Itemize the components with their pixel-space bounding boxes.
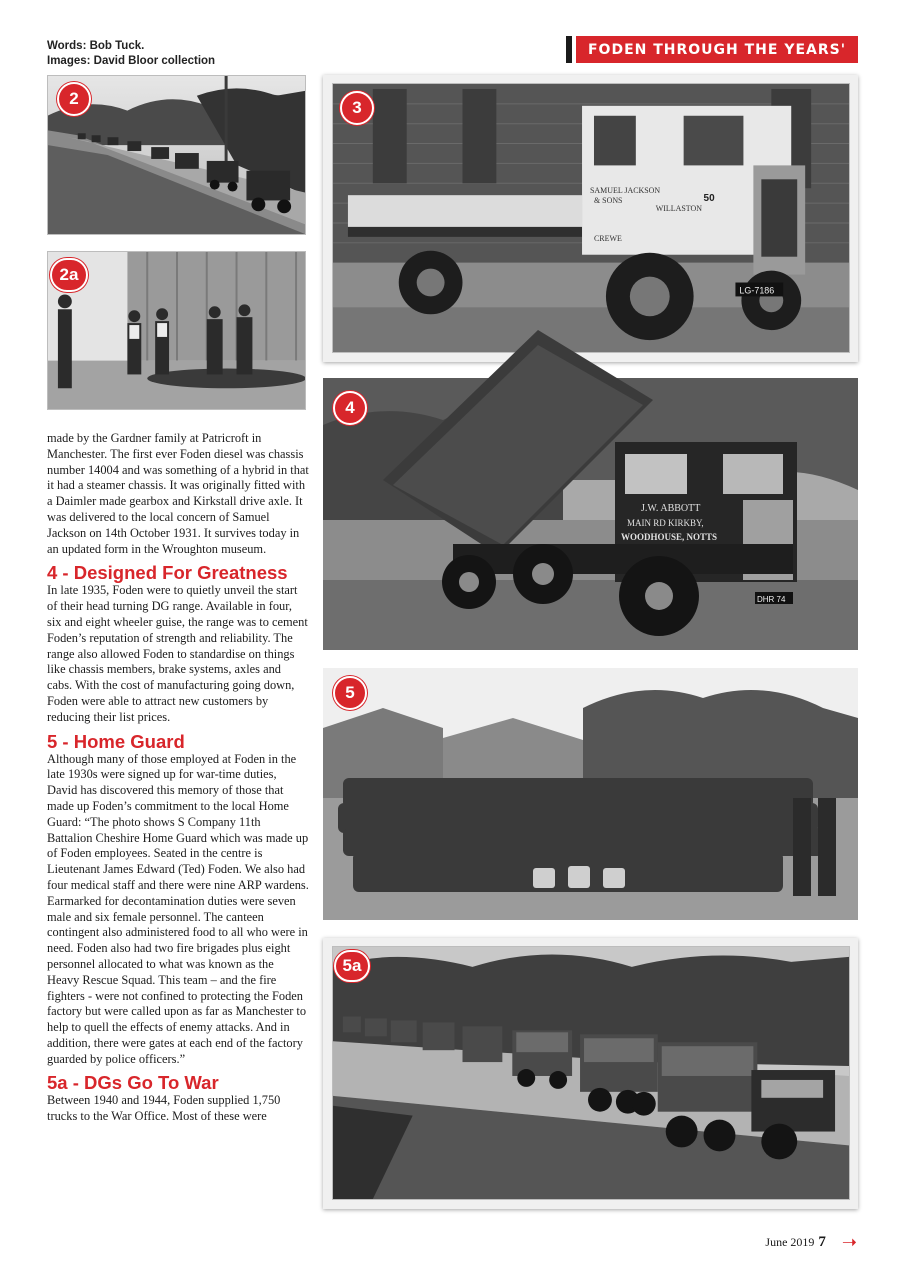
cab-lettering-2: & SONS	[593, 196, 623, 206]
number-plate-4: DHR 74	[757, 595, 786, 604]
photo-badge-2a: 2a	[50, 258, 88, 292]
paragraph-designed-for-greatness: In late 1935, Foden were to quietly unveil the start of their head turning DG range. Available in four, six and eight wheeler guise, the range was to cement Foden’s reputation of strength and reliability. The range also allowed Foden to standardise on things like chassis members, brake systems, axles and cabs. With the cost of manufacturing going down, Foden were able to attract new customers by reducing their list prices.	[47, 583, 308, 724]
credit-images: Images: David Bloor collection	[47, 55, 216, 67]
article-intro: made by the Gardner family at Patricroft in Manchester. The first ever Foden diesel was chassis number 14004 and was something of a hybrid in that it had a steamer chassis. It was originally fitted with a Daimler made gearbox and Kirkstall drive axle. It was delivered to the local concern of Samuel Jackson on 14th October 1931. It survives today in an updated form in the Wroughton museum.	[47, 431, 309, 556]
cab-lettering-4: CREWE	[593, 233, 622, 243]
issue-date: June 2019	[765, 1235, 815, 1249]
heading-dgs-go-to-war: 5a - DGs Go To War	[47, 1072, 219, 1094]
photo-4-image	[323, 330, 858, 650]
fleet-number: 50	[703, 193, 715, 205]
article-column	[47, 431, 309, 1130]
photo-5-image	[323, 668, 858, 920]
cab-lettering-3: WILLASTON	[655, 204, 702, 214]
photo-badge-5a: 5a	[334, 950, 370, 982]
credit-words: Words: Bob Tuck.	[47, 40, 145, 52]
photo-badge-3: 3	[340, 91, 374, 125]
door-lettering-1: J.W. ABBOTT	[641, 503, 701, 514]
door-lettering-2: MAIN RD KIRKBY,	[627, 518, 704, 528]
heading-designed-for-greatness: 4 - Designed For Greatness	[47, 562, 288, 584]
continue-arrow-icon: ➝	[841, 1232, 857, 1253]
cab-lettering-1: SAMUEL JACKSON	[590, 186, 661, 196]
photo-3-image	[333, 84, 849, 352]
page-number: 7	[818, 1234, 826, 1250]
photo-5-home-guard-group	[323, 668, 858, 920]
photo-badge-5: 5	[333, 676, 367, 710]
photo-5a-military-convoy	[332, 946, 850, 1200]
paragraph-dgs-go-to-war: Between 1940 and 1944, Foden supplied 1,750 trucks to the War Office. Most of these were	[47, 1093, 281, 1124]
photo-badge-4: 4	[333, 391, 367, 425]
photo-badge-2: 2	[57, 82, 91, 116]
photo-5a-image	[333, 947, 849, 1199]
number-plate-3: LG-7186	[739, 285, 775, 296]
credits	[47, 39, 215, 69]
door-lettering-3: WOODHOUSE, NOTTS	[621, 532, 718, 542]
photo-4-abbott-tipper	[323, 330, 858, 650]
page-footer	[765, 1232, 857, 1253]
heading-home-guard: 5 - Home Guard	[47, 730, 185, 752]
section-title: FODEN THROUGH THE YEARS'	[587, 41, 847, 58]
paragraph-home-guard: Although many of those employed at Foden in the late 1930s were signed up for war-time duties, David has discovered this memory of those that made up Foden’s commitment to the local Home Guard: “The photo shows S Company 11th Battalion Cheshire Home Guard which was made up of Foden employees. Seated in the centre is Lieutenant James Edward (Ted) Foden. We also had four medical staff and there were nine ARP wardens. Earmarked for decontamination duties were seven male and six female personnel. The canteen contingent also administered food to all who were in need. Foden also had two fire brigades plus eight personnel allocated to what was known as the Heavy Rescue Squad. This team – and the fire fighters - were not confined to protecting the Foden factory but were called upon as far as Manchester to help to quell the effects of enemy attacks. And in addition, there were gates at each end of the factory guarded by police officers.”	[47, 751, 309, 1066]
photo-3-samuel-jackson-lorry	[332, 83, 850, 353]
section-banner	[576, 36, 858, 63]
